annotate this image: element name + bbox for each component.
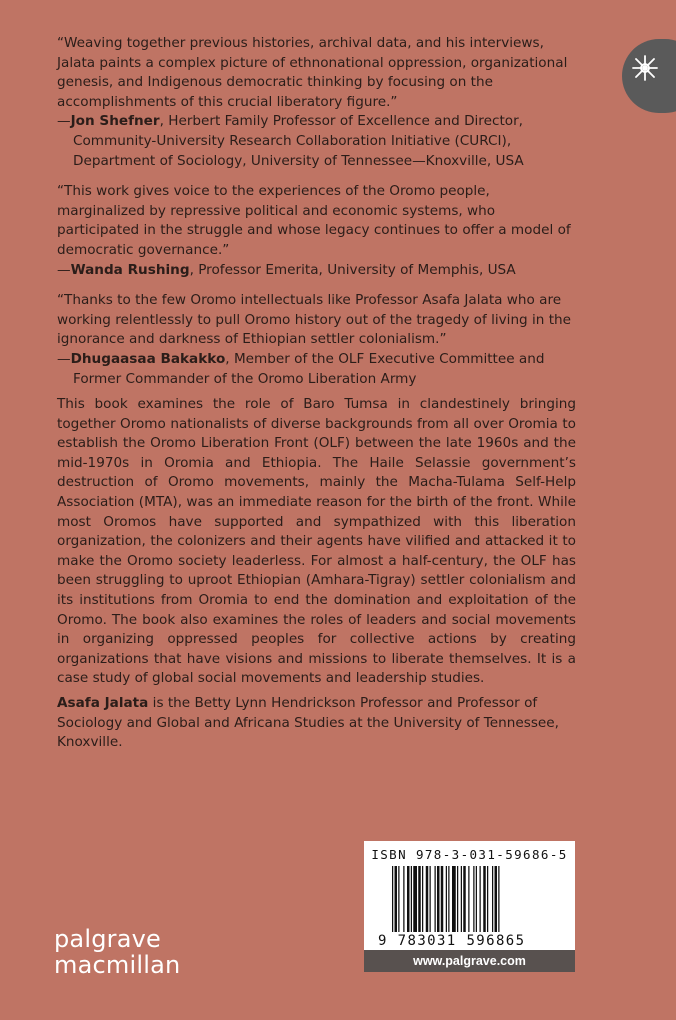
barcode-bar <box>448 866 449 932</box>
barcode-bar <box>463 866 466 932</box>
barcode-bar <box>398 866 399 932</box>
book-description: This book examines the role of Baro Tumsa in clandestinely bringing together Oromo nationalists of diverse backgrounds from all over Oromia to establish the Oromo Liberation Front (OLF) between the late 1960s and the mid-1970s in Oromia and Ethiopia. The Haile Selassie government’s destruction of Oromo movements, mainly the Macha-Tulama Self-Help Association (MTA), was an immediate reason for the birth of the front. While most Oromos have supported and sympathized with this liberation organization, the colonizers and their agents have vilified and attacked it to make the Oromo society leaderless. For almost a half-century, the OLF has been struggling to uproot Ethiopian (Amhara-Tigray) settler colonialism and its institutions from Oromia to end the domination and exploitation of the Oromo. The book also examines the roles of leaders and social movements in organizing oppressed peoples for collective actions by creating organizations that have visions and missions to liberate themselves. It is a case study of global social movements and leadership studies. <box>57 396 576 687</box>
em-dash: — <box>57 261 71 278</box>
barcode-bar <box>407 866 410 932</box>
endorsements <box>57 34 576 400</box>
author-name: Asafa Jalata <box>57 695 149 711</box>
springer-badge <box>622 39 676 113</box>
barcode-bar <box>473 866 474 932</box>
barcode-bar <box>411 866 412 932</box>
endorser-name: Wanda Rushing <box>70 261 190 278</box>
barcode-bar <box>480 866 481 932</box>
barcode-bar <box>430 866 431 932</box>
endorser-name: Jon Shefner <box>70 113 160 130</box>
barcode <box>392 866 547 932</box>
barcode-bar <box>437 866 440 932</box>
barcode-bar <box>426 866 429 932</box>
barcode-digits: 9 783031 596865 <box>378 933 526 949</box>
quote-attribution <box>57 350 576 389</box>
endorser-name: Dhugaasaa Bakakko <box>70 350 226 367</box>
barcode-bar <box>483 866 486 932</box>
endorsement <box>57 182 576 280</box>
quote-text: “Weaving together previous histories, archival data, and his interviews, Jalata paints a complex picture of ethnonational oppression, organizational genesis, and Indigenous democratic thinking by focusing on the accomplishments of this crucial liberatory figure.” <box>57 35 568 110</box>
barcode-bar <box>413 866 417 932</box>
barcode-bar <box>395 866 398 932</box>
barcode-bar <box>422 866 423 932</box>
barcode-bar <box>476 866 477 932</box>
em-dash: — <box>57 350 71 367</box>
logo-palgrave: palgrave <box>54 925 161 953</box>
barcode-bar <box>468 866 469 932</box>
barcode-bar <box>435 866 436 932</box>
quote-text: “Thanks to the few Oromo intellectuals like Professor Asafa Jalata who are working relentlessly to pull Oromo history out of the tragedy of living in the ignorance and darkness of Ethiopian settler colonialism.” <box>57 292 572 348</box>
springer-horse-icon <box>630 53 660 83</box>
barcode-bar <box>446 866 447 932</box>
publisher-url[interactable]: www.palgrave.com <box>364 950 575 972</box>
endorser-affiliation: , Professor Emerita, University of Memphis, USA <box>189 261 516 278</box>
barcode-bar <box>441 866 444 932</box>
barcode-bar <box>457 866 458 932</box>
barcode-bar <box>495 866 498 932</box>
logo-macmillan: macmillan <box>54 951 181 979</box>
quote-text: “This work gives voice to the experiences of the Oromo people, marginalized by repressive political and economic systems, who participated in the struggle and whose legacy continues to offer a model of democratic governance.” <box>57 183 571 258</box>
barcode-bar <box>418 866 421 932</box>
author-bio <box>57 694 576 753</box>
barcode-bar <box>487 866 488 932</box>
isbn-label: ISBN 978-3-031-59686-5 <box>371 847 568 862</box>
isbn-barcode-box <box>364 841 575 972</box>
barcode-bar <box>461 866 462 932</box>
barcode-bar <box>498 866 499 932</box>
barcode-bar <box>492 866 493 932</box>
quote-attribution <box>57 261 576 281</box>
endorsement <box>57 34 576 171</box>
em-dash: — <box>57 113 71 130</box>
barcode-bar <box>392 866 393 932</box>
endorser-affiliation: , Member of the OLF Executive Committee and Former Commander of the Oromo Liberation Army <box>73 350 545 387</box>
barcode-bar <box>403 866 404 932</box>
publisher-logo <box>54 926 180 978</box>
author-bio-text: is the Betty Lynn Hendrickson Professor and Professor of Sociology and Global and Africana Studies at the University of Tennessee, Knoxville. <box>57 695 559 751</box>
barcode-bar <box>452 866 456 932</box>
endorsement <box>57 291 576 389</box>
endorser-affiliation: , Herbert Family Professor of Excellence and Director, Community-University Research Collaboration Initiative (CURCI), Department of Sociology, University of Tennessee—Knoxville, USA <box>73 113 524 169</box>
quote-attribution <box>57 112 576 171</box>
